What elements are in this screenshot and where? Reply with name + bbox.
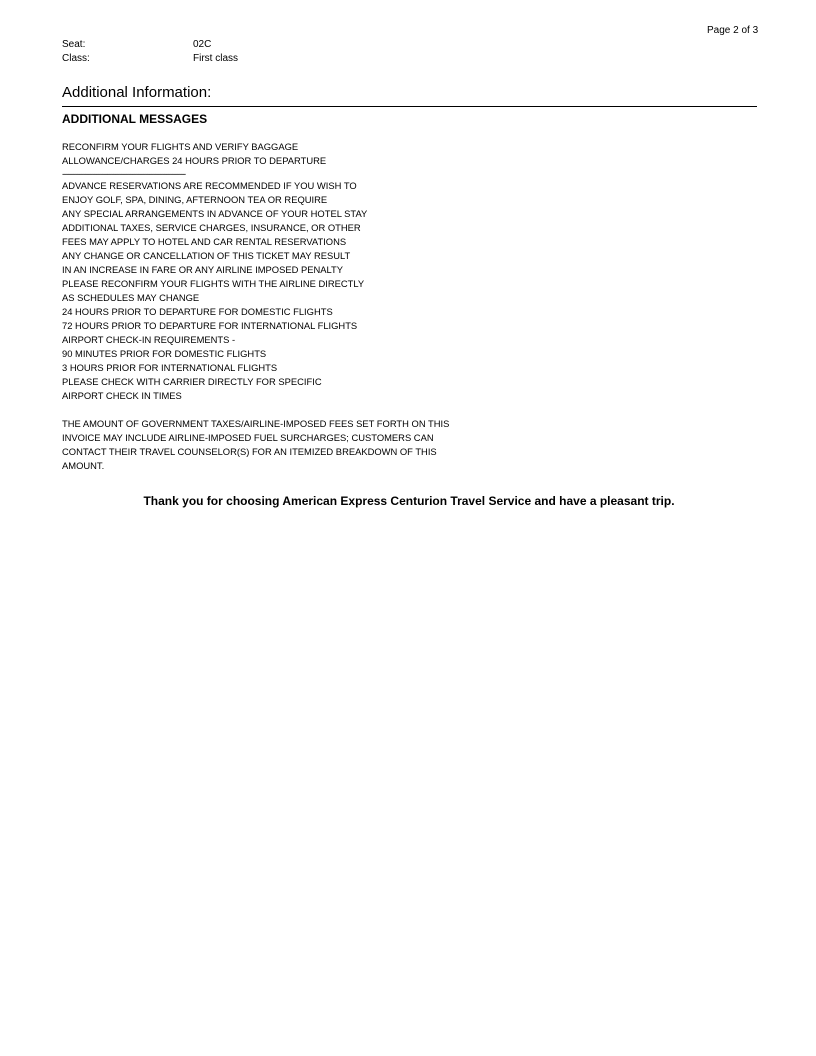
message-line: PLEASE CHECK WITH CARRIER DIRECTLY FOR SPECIFIC <box>62 376 322 387</box>
message-line: 24 HOURS PRIOR TO DEPARTURE FOR DOMESTIC FLIGHTS <box>62 306 333 317</box>
message-line: ALLOWANCE/CHARGES 24 HOURS PRIOR TO DEPARTURE <box>62 155 327 166</box>
message-line: INVOICE MAY INCLUDE AIRLINE-IMPOSED FUEL SURCHARGES; CUSTOMERS CAN <box>62 432 434 443</box>
additional-information-title: Additional Information: <box>62 84 212 101</box>
message-line: ANY CHANGE OR CANCELLATION OF THIS TICKET MAY RESULT <box>62 250 351 261</box>
message-line: PLEASE RECONFIRM YOUR FLIGHTS WITH THE AIRLINE DIRECTLY <box>62 278 365 289</box>
page-number: Page 2 of 3 <box>707 25 759 36</box>
message-line: THE AMOUNT OF GOVERNMENT TAXES/AIRLINE-IMPOSED FEES SET FORTH ON THIS <box>62 418 450 429</box>
message-line: ADDITIONAL TAXES, SERVICE CHARGES, INSURANCE, OR OTHER <box>62 222 361 233</box>
thank-you-message: Thank you for choosing American Express Centurion Travel Service and have a pleasant trip. <box>143 494 675 508</box>
additional-messages-heading: ADDITIONAL MESSAGES <box>62 112 208 126</box>
message-line: AIRPORT CHECK-IN REQUIREMENTS - <box>62 334 236 345</box>
message-line: ANY SPECIAL ARRANGEMENTS IN ADVANCE OF YOUR HOTEL STAY <box>62 208 368 219</box>
message-line: ENJOY GOLF, SPA, DINING, AFTERNOON TEA OR REQUIRE <box>62 194 328 205</box>
message-line: RECONFIRM YOUR FLIGHTS AND VERIFY BAGGAGE <box>62 141 299 152</box>
seat-label: Seat: <box>62 39 86 50</box>
class-label: Class: <box>62 53 90 64</box>
seat-value: 02C <box>193 39 212 50</box>
message-line: FEES MAY APPLY TO HOTEL AND CAR RENTAL RESERVATIONS <box>62 236 347 247</box>
message-line: IN AN INCREASE IN FARE OR ANY AIRLINE IMPOSED PENALTY <box>62 264 343 275</box>
message-line: CONTACT THEIR TRAVEL COUNSELOR(S) FOR AN ITEMIZED BREAKDOWN OF THIS <box>62 446 437 457</box>
section-divider <box>62 106 757 107</box>
message-line: 3 HOURS PRIOR FOR INTERNATIONAL FLIGHTS <box>62 362 278 373</box>
paragraph-spacer <box>62 403 522 417</box>
message-divider: ---------------------------------------------------------- <box>62 168 186 179</box>
message-line: ADVANCE RESERVATIONS ARE RECOMMENDED IF YOU WISH TO <box>62 180 357 191</box>
message-line: 90 MINUTES PRIOR FOR DOMESTIC FLIGHTS <box>62 348 267 359</box>
additional-messages-body <box>62 140 522 473</box>
message-line: AS SCHEDULES MAY CHANGE <box>62 292 200 303</box>
message-line: 72 HOURS PRIOR TO DEPARTURE FOR INTERNATIONAL FLIGHTS <box>62 320 358 331</box>
message-line: AIRPORT CHECK IN TIMES <box>62 390 182 401</box>
class-value: First class <box>193 53 238 64</box>
message-line: AMOUNT. <box>62 460 105 471</box>
